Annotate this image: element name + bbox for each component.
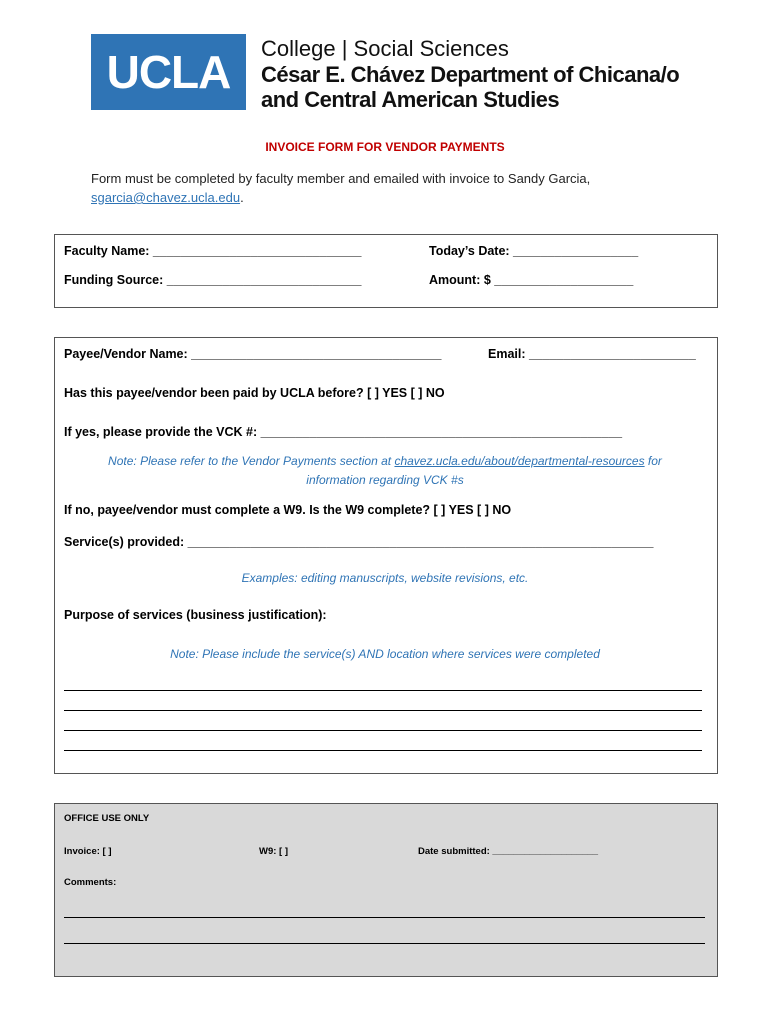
payee-info-section — [54, 337, 718, 774]
amount-field[interactable]: Amount: $ ____________________ — [429, 273, 634, 287]
purpose-line-4[interactable] — [64, 750, 702, 751]
header-department-cont: and Central American Studies — [261, 87, 560, 112]
purpose-line-1[interactable] — [64, 690, 702, 691]
intro-text — [91, 169, 691, 207]
todays-date-field[interactable]: Today’s Date: __________________ — [429, 244, 639, 258]
purpose-label: Purpose of services (business justification): — [64, 608, 327, 622]
w9-question[interactable]: If no, payee/vendor must complete a W9. Is the W9 complete? [ ] YES [ ] NO — [64, 503, 512, 517]
header-department: César E. Chávez Department of Chicana/o — [261, 62, 680, 87]
header-college: College | Social Sciences — [261, 36, 509, 61]
office-use-heading: OFFICE USE ONLY — [64, 813, 150, 824]
ucla-logo — [91, 34, 246, 110]
logo-text: UCLA — [106, 46, 231, 98]
purpose-note: Note: Please include the service(s) AND location where services were completed — [170, 647, 600, 661]
vck-note-text: Note: Please refer to the Vendor Payments section at — [108, 454, 395, 468]
purpose-line-3[interactable] — [64, 730, 702, 731]
office-w9-field[interactable]: W9: [ ] — [259, 846, 289, 857]
intro-period: . — [240, 190, 244, 205]
services-field[interactable]: Service(s) provided: ___________________________________________________________________ — [64, 535, 654, 549]
office-use-section — [54, 803, 718, 977]
office-invoice-field[interactable]: Invoice: [ ] — [64, 846, 112, 857]
office-comments-label: Comments: — [64, 877, 117, 888]
vck-note-for: for — [644, 454, 662, 468]
departmental-resources-link[interactable]: chavez.ucla.edu/about/departmental-resources — [394, 454, 645, 468]
intro-body: Form must be completed by faculty member and emailed with invoice to Sandy Garcia, — [91, 171, 591, 186]
form-title: INVOICE FORM FOR VENDOR PAYMENTS — [265, 140, 505, 154]
payee-name-field[interactable]: Payee/Vendor Name: ____________________________________ — [64, 347, 442, 361]
vck-field[interactable]: If yes, please provide the VCK #: ____________________________________________________ — [64, 425, 623, 439]
vck-note — [54, 454, 716, 468]
office-date-submitted-field[interactable]: Date submitted: ____________________ — [418, 846, 599, 857]
funding-source-field[interactable]: Funding Source: ____________________________ — [64, 273, 362, 287]
payee-email-field[interactable]: Email: ________________________ — [488, 347, 696, 361]
contact-email-link[interactable]: sgarcia@chavez.ucla.edu — [91, 190, 241, 205]
purpose-line-2[interactable] — [64, 710, 702, 711]
vck-note-line2: information regarding VCK #s — [306, 473, 464, 487]
office-comments-line-2[interactable] — [64, 943, 705, 944]
paid-before-question[interactable]: Has this payee/vendor been paid by UCLA before? [ ] YES [ ] NO — [64, 386, 445, 400]
office-comments-line-1[interactable] — [64, 917, 705, 918]
services-examples: Examples: editing manuscripts, website revisions, etc. — [241, 571, 529, 585]
faculty-name-field[interactable]: Faculty Name: ______________________________ — [64, 244, 362, 258]
